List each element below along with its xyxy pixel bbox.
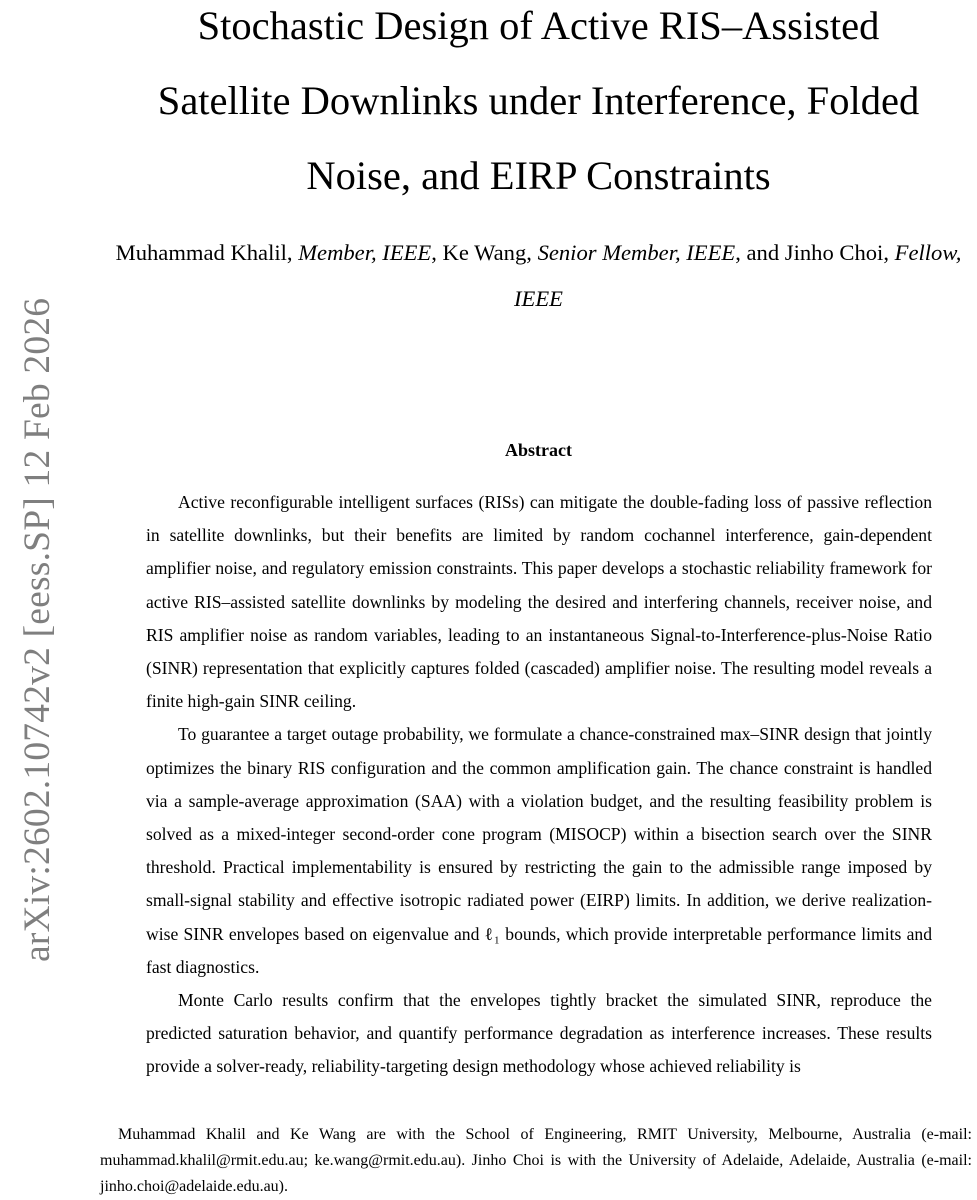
author-list: Muhammad Khalil, Member, IEEE, Ke Wang, Senior Member, IEEE, and Jinho Choi, Fellow, IEEE	[115, 240, 962, 311]
author-name: Muhammad Khalil	[115, 240, 287, 265]
abstract-paragraph: Monte Carlo results confirm that the envelopes tightly bracket the simulated SINR, reproduce the predicted saturation behavior, and quantify performance degradation as interference increases. These results provide a solver-ready, reliability-targeting design methodology whose achieved reliability is	[146, 990, 932, 1077]
author-name: Ke Wang	[442, 240, 527, 265]
author-membership: Member, IEEE	[298, 240, 432, 265]
title-line-2: Satellite Downlinks under Interference, Folded	[157, 78, 920, 123]
abstract-heading: Abstract	[505, 440, 572, 460]
author-membership: Senior Member, IEEE	[537, 240, 736, 265]
abstract-paragraph: To guarantee a target outage probability, we formulate a chance-constrained max–SINR design that jointly optimizes the binary RIS configuration and the common amplification gain. The chance constraint is handled via a sample-average approximation (SAA) with a violation budget, and the resulting feasibility problem is solved as a mixed-integer second-order cone program (MISOCP) within a bisection search over the SINR threshold. Practical implementability is ensured by restricting the gain to the admissible range imposed by small-signal stability and effective isotropic radiated power (EIRP) limits. In addition, we derive realization-wise SINR envelopes based on eigenvalue and ℓ₁ bounds, which provide interpretable performance limits and fast diagnostics.	[146, 724, 932, 977]
abstract-paragraph: Active reconfigurable intelligent surfaces (RISs) can mitigate the double-fading loss of passive reflection in satellite downlinks, but their benefits are limited by random cochannel interference, gain-dependent amplifier noise, and regulatory emission constraints. This paper develops a stochastic reliability framework for active RIS–assisted satellite downlinks by modeling the desired and interfering channels, receiver noise, and RIS amplifier noise as random variables, leading to an instantaneous Signal-to-Interference-plus-Noise Ratio (SINR) representation that explicitly captures folded (cascaded) amplifier noise. The resulting model reveals a finite high-gain SINR ceiling.	[146, 492, 932, 712]
footnote-text: Muhammad Khalil and Ke Wang are with the School of Engineering, RMIT University, Melbourne, Australia (e-mail: muhammad.khalil@rmit.edu.au; ke.wang@rmit.edu.au). Jinho Choi is with the University of Adelaide, Adelaide, Australia (e-mail: jinho.choi@adelaide.edu.au).	[100, 1126, 972, 1195]
arxiv-stamp	[0, 0, 58, 1200]
title-line-1: Stochastic Design of Active RIS–Assisted	[197, 3, 880, 48]
author-affiliation-footnote	[100, 1122, 972, 1200]
author-name: Jinho Choi	[784, 240, 884, 265]
arxiv-identifier: arXiv:2602.10742v2 [eess.SP] 12 Feb 2026	[17, 297, 58, 962]
title-line-3: Noise, and EIRP Constraints	[306, 153, 771, 198]
author-membership: Fellow, IEEE	[514, 240, 962, 311]
abstract-body	[146, 486, 932, 1084]
author-conjunction: and	[746, 240, 780, 265]
paper-title	[100, 0, 977, 213]
